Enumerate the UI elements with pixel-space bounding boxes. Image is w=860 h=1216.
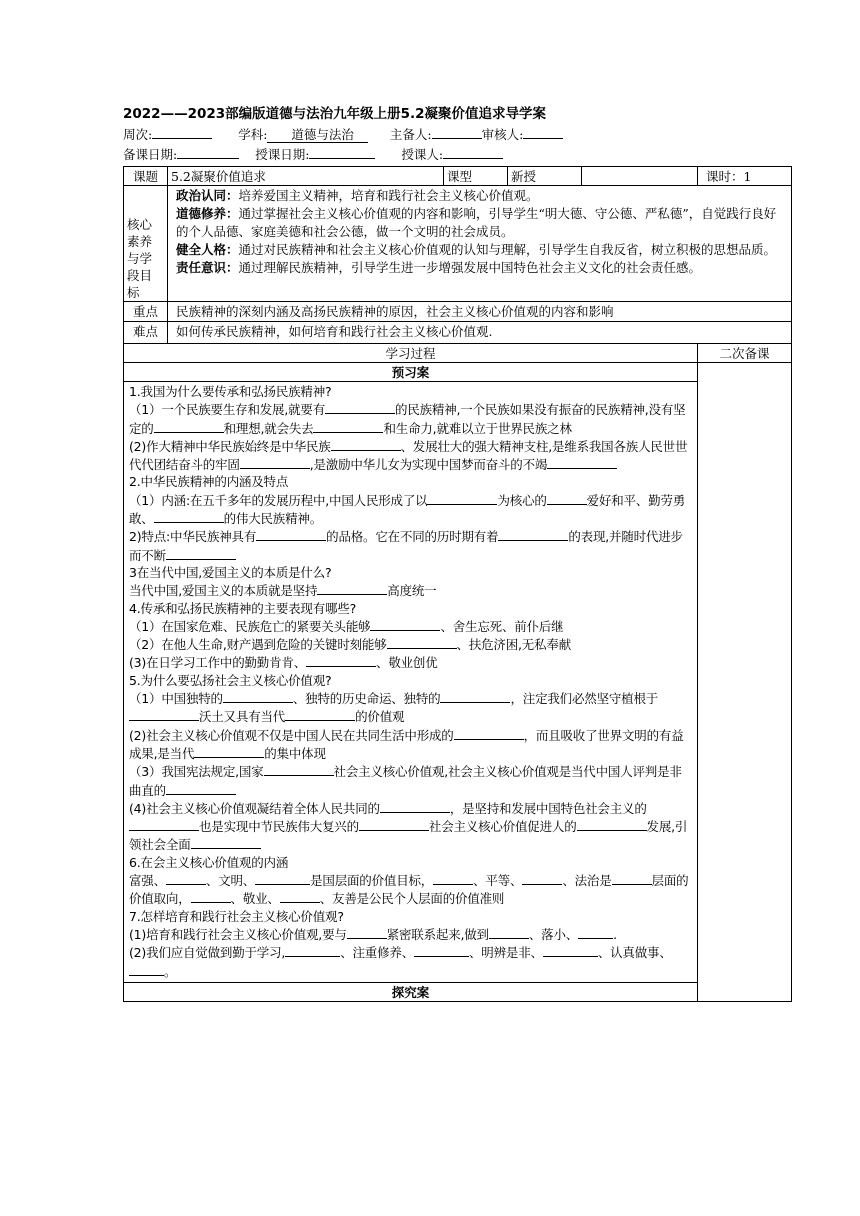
q5-answer-1: （1）中国独特的 、独特的历史命运、独特的 ，注定我们必然坚守植根于沃土又具有当代 的价值观 <box>129 691 659 725</box>
week-label: 周次: <box>123 127 153 142</box>
hours-value: 课时：1 <box>698 167 792 186</box>
preparer-label: 主备人: <box>389 127 432 142</box>
key-row <box>124 302 792 322</box>
difficulty-row <box>124 322 792 344</box>
core-item-political: 政治认同：培养爱国主义精神，培育和践行社会主义核心价值观。 <box>176 188 539 203</box>
prep-date-blank <box>177 144 239 159</box>
q5: 5.为什么要弘扬社会主义核心价值观? <box>129 672 332 688</box>
topic-row <box>124 167 792 186</box>
q1: 1.我国为什么要传承和弘扬民族精神? <box>129 384 332 399</box>
q4-answer-1: （1）在国家危难、民族危亡的紧要关头能够 、舍生忘死、前仆后继 <box>129 618 564 634</box>
preparer-blank <box>432 124 482 139</box>
q5-answer-4: (4)社会主义核心价值观凝结着全体人民共同的 ，是坚持和发展中国特色社会主义的也是实现中节民族伟大复兴的 社会主义核心价值促进人的 发展,引领社会全面 <box>129 800 688 853</box>
difficulty-label: 难点 <box>124 322 168 344</box>
q6: 6.在会主义核心价值观的内涵 <box>129 854 289 870</box>
key-label: 重点 <box>124 302 168 322</box>
subject-value: 道德与法治 <box>267 128 368 143</box>
q7-answer-2: (2)我们应自觉做到勤于学习, 、注重修养、 、明辨是非、 、认真做事、。 <box>129 945 672 979</box>
core-label: 核心素养与学段目标 <box>124 186 168 302</box>
core-item-personality: 健全人格：通过对民族精神和社会主义核心价值观的认知与理解，引导学生自我反省，树立积极的思想品质。 <box>176 242 777 257</box>
teach-date-label: 授课日期: <box>255 147 310 162</box>
preview-content <box>124 382 698 983</box>
q4: 4.传承和弘扬民族精神的主要表现有哪些? <box>129 600 357 616</box>
lesson-plan-table <box>123 166 792 1002</box>
q6-answer: 富强、 、文明、 是国层面的价值目标， 、平等、 、法治是 层面的价值取向， 、敬业、 、友善是公民个人层面的价值准则 <box>129 873 689 907</box>
preview-label: 预习案 <box>124 363 698 382</box>
q2-answer-2: 2)特点:中华民族神具有 的品格。它在不同的历时期有着 的表现,并随时代进步而不断 <box>129 529 683 563</box>
meta-row-2 <box>123 144 791 164</box>
topic-value: 5.2凝聚价值追求 <box>168 167 444 186</box>
q2-answer-1: （1）内涵:在五千多年的发展历程中,中国人民形成了以 为核心的 爱好和平、勤劳勇敢、 的伟大民族精神。 <box>129 492 686 527</box>
prep-date-label: 备课日期: <box>123 147 178 162</box>
process-row <box>124 344 792 363</box>
core-content <box>168 186 792 302</box>
teacher-label: 授课人: <box>401 147 444 162</box>
core-row <box>124 186 792 302</box>
reviewer-label: 审核人: <box>481 127 524 142</box>
document <box>123 104 791 1002</box>
q7-answer-1: (1)培育和践行社会主义核心价值观,要与 紧密联系起来,做到 、落小、 . <box>129 926 617 942</box>
difficulty-value: 如何传承民族精神，如何培育和践行社会主义核心价值观. <box>168 322 792 344</box>
q4-answer-3: (3)在日学习工作中的勤勤肯肯、 、敬业创优 <box>129 655 438 671</box>
explore-label: 探究案 <box>124 982 698 1001</box>
second-prep-area <box>698 363 792 1002</box>
type-label: 课型 <box>444 167 508 186</box>
teacher-blank <box>443 144 503 159</box>
q3-answer: 当代中国,爱国主义的本质就是坚持 高度统一 <box>129 583 437 599</box>
document-title: 2022——2023部编版道德与法治九年级上册5.2凝聚价值追求导学案 <box>123 106 547 122</box>
teach-date-blank <box>309 144 375 159</box>
core-item-moral: 道德修养：通过掌握社会主义核心价值观的内容和影响，引导学生“明大德、守公德、严私德”，自觉践行良好的个人品德、家庭美德和社会公德，做一个文明的社会成员。 <box>176 206 777 239</box>
q7: 7.怎样培育和践行社会主义核心价值观? <box>129 908 344 924</box>
key-value: 民族精神的深刻内涵及高扬民族精神的原因，社会主义核心价值观的内容和影响 <box>168 302 792 322</box>
q5-answer-2: (2)社会主义核心价值观不仅是中国人民在共同生活中形成的 ，而且吸收了世界文明的有益成果,是当代 的集中体现 <box>129 727 684 761</box>
preview-content-row <box>124 382 792 983</box>
q1-answer-2: (2)作大精神中华民族始终是中华民族 、发展壮大的强大精神支柱,是维系我国各族人民世世代代团结奋斗的牢固 ,是激励中华儿女为实现中国梦而奋斗的不竭 <box>129 438 688 473</box>
type-value: 新授 <box>508 167 582 186</box>
core-item-responsibility: 责任意识：通过理解民族精神，引导学生进一步增强发展中国特色社会主义文化的社会责任感。 <box>176 260 702 275</box>
process-label: 学习过程 <box>124 344 698 363</box>
q2: 2.中华民族精神的内涵及特点 <box>129 474 289 490</box>
meta-row-1 <box>123 124 791 144</box>
week-blank <box>152 124 212 139</box>
q4-answer-2: （2）在他人生命,财产遇到危险的关键时刻能够 、扶危济困,无私奉献 <box>129 637 572 653</box>
second-prep-label: 二次备课 <box>698 344 792 363</box>
q5-answer-3: （3）我国宪法规定,国家 社会主义核心价值观,社会主义核心价值观是当代中国人评判是非曲直的 <box>129 764 682 798</box>
reviewer-blank <box>523 124 563 139</box>
topic-label: 课题 <box>124 167 168 186</box>
preview-heading-row <box>124 363 792 382</box>
q1-answer-1: （1）一个民族要生存和发展,就要有 的民族精神,一个民族如果没有振奋的民族精神,没有坚定的 和理想,就会失去 和生命力,就难以立于世界民族之林 <box>129 402 686 436</box>
q3: 3在当代中国,爱国主义的本质是什么? <box>129 564 332 580</box>
subject-label: 学科: <box>238 127 268 142</box>
explore-heading-row <box>124 982 792 1001</box>
